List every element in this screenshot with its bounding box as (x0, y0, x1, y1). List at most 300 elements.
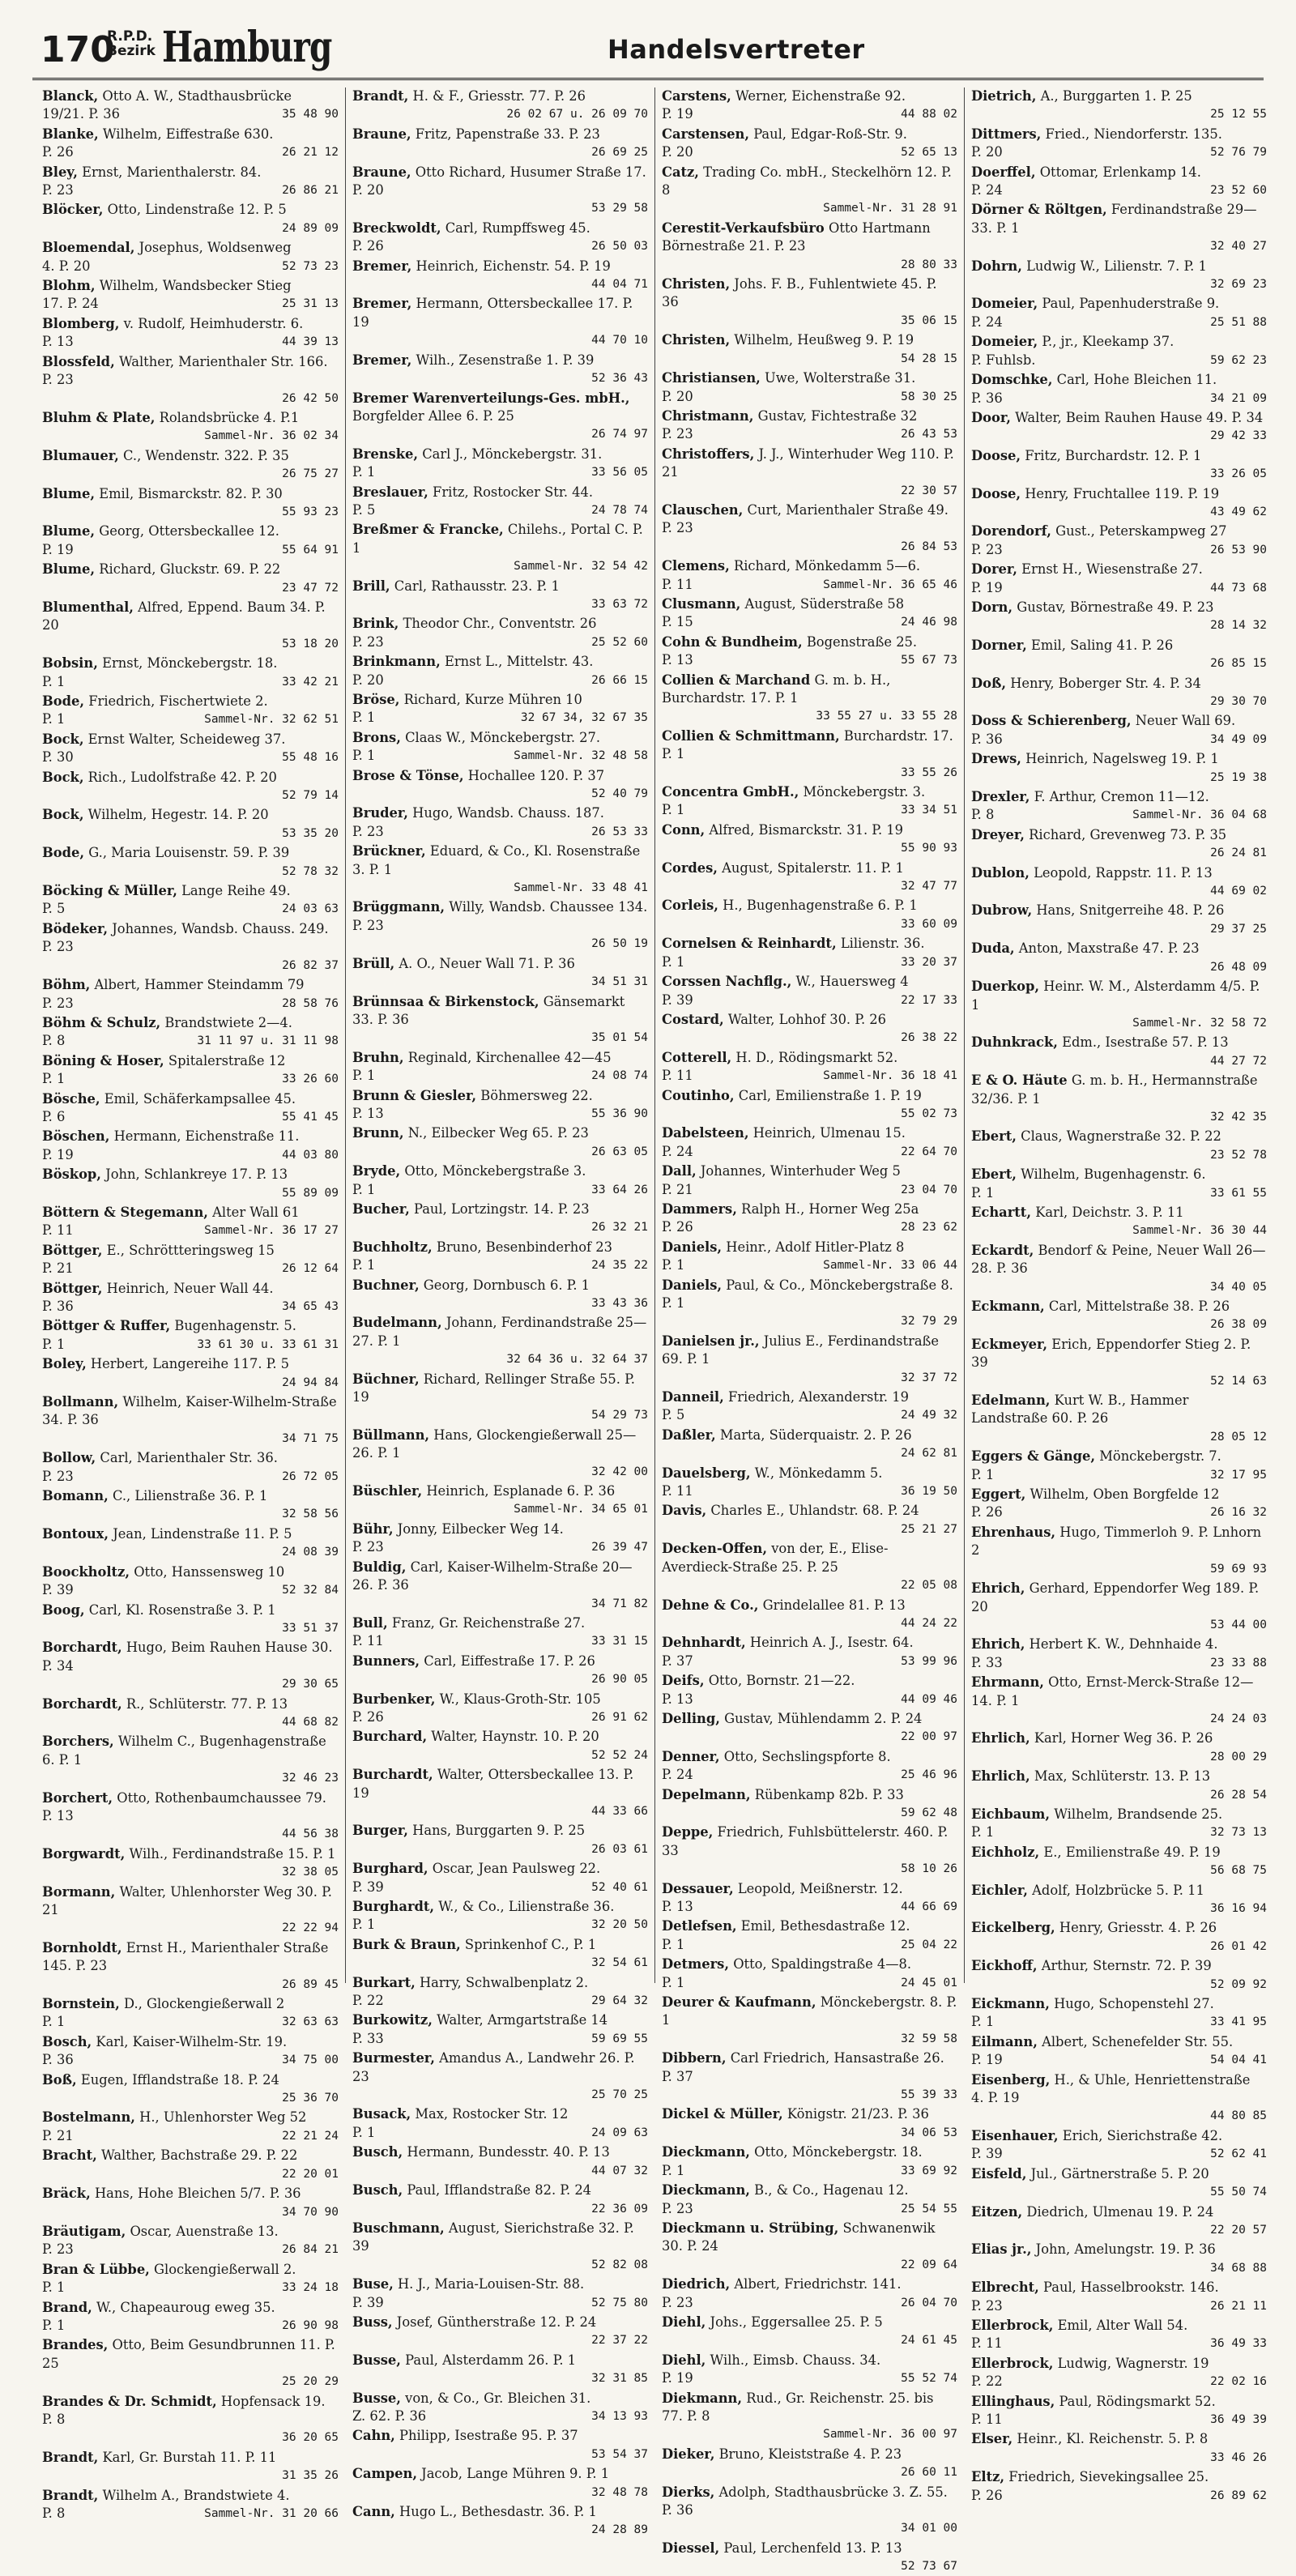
entry-main-line (352, 1162, 648, 1180)
entry-postal: P. 36 (971, 731, 1003, 747)
entry-main-line (42, 2223, 339, 2241)
entry-main-line (971, 258, 1267, 275)
entry-address: Bruno, Besenbinderhof 23 (436, 1239, 612, 1255)
entry-name: Brandes & Dr. Schmidt, (42, 2393, 217, 2409)
directory-entry (971, 2430, 1267, 2467)
entry-phone: 34 71 82 (591, 1597, 648, 1610)
directory-entry (971, 447, 1267, 484)
entry-main-line (42, 1166, 339, 1184)
entry-detail-line (662, 576, 957, 594)
entry-main-line (42, 447, 339, 465)
entry-main-line (662, 2181, 957, 2199)
entry-address: Böhmersweg 22. (480, 1087, 593, 1103)
entry-address: Albert, Friedrichstr. 141. (734, 2276, 902, 2292)
directory-entry (42, 1014, 339, 1051)
entry-main-line (42, 1204, 339, 1222)
entry-phone: 24 78 74 (591, 503, 648, 517)
entry-name: Dammers, (662, 1201, 737, 1217)
entry-postal: P. 19 (971, 2052, 1003, 2068)
entry-address: Otto, Rothenbaumchaussee 79. P. 13 (42, 1789, 326, 1823)
entry-main-line (352, 2105, 648, 2123)
entry-detail-line (662, 2162, 957, 2180)
entry-main-line (971, 1768, 1267, 1785)
entry-address: Bruno, Kleiststraße 4. P. 23 (718, 2446, 902, 2462)
entry-main-line (971, 2165, 1267, 2183)
entry-address: Gust., Peterskampweg 27 (1055, 523, 1227, 540)
entry-detail-line (42, 1146, 339, 1164)
directory-entry (662, 1502, 957, 1538)
entry-detail-line (352, 1840, 648, 1858)
entry-name: Brill, (352, 578, 390, 594)
entry-detail-line (971, 1428, 1267, 1446)
entry-address: Leopold, Meißnerstr. 12. (737, 1880, 903, 1896)
entry-postal: P. 23 (971, 2297, 1003, 2314)
entry-address: Friedrich, Alexanderstr. 19 (727, 1389, 910, 1405)
entry-phone: 26 03 61 (591, 1842, 648, 1856)
entry-detail-line (42, 957, 339, 975)
entry-postal: P. 6 (42, 1108, 66, 1124)
entry-main-line (352, 2220, 648, 2256)
entry-address: Burchardstr. 17. P. 1 (662, 727, 953, 762)
entry-main-line (662, 1162, 957, 1180)
directory-entry (42, 485, 339, 522)
directory-entry (42, 1883, 339, 1938)
entry-address: Hugo, Beim Rauhen Hause 30. P. 34 (42, 1640, 333, 1674)
entry-phone: 24 45 01 (901, 1976, 957, 1990)
entry-main-line (662, 727, 957, 764)
entry-main-line (971, 940, 1267, 957)
entry-address: Diedrich, Ulmenau 19. P. 24 (1026, 2203, 1214, 2220)
entry-address: Wilhelm, Bugenhagenstr. 6. (1021, 1166, 1206, 1183)
entry-main-line (662, 501, 957, 538)
entry-detail-line (42, 673, 339, 691)
entry-postal: P. 36 (971, 390, 1003, 406)
entry-main-line (352, 352, 648, 369)
entry-main-line (352, 2181, 648, 2199)
entry-detail-line (662, 839, 957, 857)
entry-name: Blanck, (42, 88, 99, 104)
entry-detail-line (971, 579, 1267, 597)
directory-entry (352, 1898, 648, 1934)
entry-phone: 22 36 09 (591, 2202, 648, 2216)
entry-address: John, Amelungstr. 19. P. 36 (1035, 2241, 1216, 2258)
directory-entry (42, 87, 339, 124)
entry-detail-line (971, 1823, 1267, 1841)
entry-address: Emil, Schäferkampsallee 45. (104, 1090, 296, 1107)
directory-entry (352, 220, 648, 256)
entry-name: Daßler, (662, 1427, 716, 1443)
directory-entry (662, 1388, 957, 1425)
entry-phone: Sammel-Nr. 36 65 46 (823, 578, 957, 591)
directory-entry (662, 935, 957, 971)
entry-phone: 26 48 09 (1210, 960, 1267, 974)
entry-main-line (42, 1995, 339, 2013)
entry-address: F. Arthur, Cremon 11—12. (1034, 789, 1209, 805)
entry-detail-line (352, 1632, 648, 1650)
entry-name: Burmester, (352, 2050, 435, 2066)
entry-name: Cordes, (662, 859, 718, 876)
entry-phone: 34 13 93 (591, 2409, 648, 2423)
entry-detail-line (662, 1444, 957, 1462)
entry-postal: P. 33 (352, 2030, 384, 2046)
entry-detail-line (352, 2086, 648, 2104)
entry-postal: P. 37 (662, 1653, 693, 1669)
entry-address: Uwe, Wolterstraße 31. (765, 370, 916, 386)
entry-name: Böskop, (42, 1166, 101, 1183)
entry-main-line (352, 1691, 648, 1708)
entry-postal: P. 11 (662, 1068, 693, 1084)
entry-name: Doerffel, (971, 164, 1036, 180)
entry-main-line (971, 2355, 1267, 2373)
directory-entry (42, 1601, 339, 1638)
entry-name: Duda, (971, 940, 1015, 957)
entry-detail-line (42, 863, 339, 881)
entry-detail-line (352, 1500, 648, 1518)
entry-postal: P. 1 (352, 710, 376, 726)
entry-phone: 23 52 60 (1210, 184, 1267, 198)
entry-address: Otto, Hanssensweg 10 (134, 1563, 285, 1580)
rpd-bezirk-label (107, 29, 156, 58)
entry-phone: 33 34 51 (901, 804, 957, 817)
entry-phone: 44 33 66 (591, 1804, 648, 1818)
entry-address: Bendorf & Peine, Neuer Wall 26—28. P. 36 (971, 1242, 1266, 1277)
entry-main-line (971, 2127, 1267, 2145)
entry-name: Boockholtz, (42, 1563, 130, 1580)
entry-postal: P. 1 (971, 2014, 995, 2030)
entry-address: W., Klaus-Groth-Str. 105 (439, 1691, 601, 1707)
entry-name: Corssen Nachflg., (662, 974, 792, 990)
entry-main-line (352, 2465, 648, 2483)
directory-entry (352, 2465, 648, 2501)
entry-address: Henry, Griesstr. 4. P. 26 (1059, 1920, 1217, 1936)
entry-phone: 52 75 80 (591, 2296, 648, 2309)
entry-name: Burbenker, (352, 1691, 436, 1707)
entry-address: Georg, Dornbusch 6. P. 1 (423, 1277, 590, 1293)
entry-detail-line (662, 1974, 957, 1992)
entry-main-line (662, 1917, 957, 1935)
entry-name: Dorendorf, (971, 523, 1051, 540)
entry-detail-line (42, 2127, 339, 2145)
entry-postal: P. 1 (352, 1068, 376, 1084)
entry-main-line (42, 731, 339, 748)
directory-entry (352, 804, 648, 841)
entry-main-line (662, 1087, 957, 1105)
entry-phone: 52 62 41 (1210, 2147, 1267, 2161)
entry-postal: P. 1 (971, 1184, 995, 1201)
entry-phone: 26 02 67 u. 26 09 70 (506, 108, 648, 122)
directory-entry (971, 1298, 1267, 1334)
directory-entry (662, 1786, 957, 1823)
entry-main-line (352, 390, 648, 426)
directory-entry (971, 826, 1267, 863)
entry-detail-line (971, 1222, 1267, 1239)
entry-phone: 26 66 15 (591, 673, 648, 687)
entry-main-line (42, 920, 339, 957)
entry-detail-line (42, 258, 339, 275)
entry-detail-line (662, 613, 957, 631)
entry-detail-line (42, 635, 339, 653)
entry-main-line (352, 126, 648, 143)
entry-main-line (352, 2503, 648, 2521)
entry-detail-line (971, 958, 1267, 976)
entry-main-line (42, 599, 339, 635)
entry-address: Bogenstraße 25. (806, 633, 918, 650)
directory-entry (42, 1449, 339, 1486)
entry-name: Busch, (352, 2144, 403, 2160)
entry-name: Clusmann, (662, 595, 741, 612)
entry-name: Budelmann, (352, 1315, 442, 1331)
directory-entry (42, 1242, 339, 1278)
entry-address: Glockengießerwall 2. (154, 2261, 296, 2277)
entry-main-line (662, 2143, 957, 2161)
entry-main-line (662, 1786, 957, 1804)
directory-entry (662, 220, 957, 274)
entry-main-line (662, 1465, 957, 1482)
entry-main-line (42, 769, 339, 787)
entry-name: Corleis, (662, 898, 718, 914)
directory-entry (352, 521, 648, 575)
entry-phone: 26 21 12 (282, 146, 339, 160)
entry-main-line (662, 1124, 957, 1142)
entry-detail-line (352, 2256, 648, 2274)
entry-main-line (971, 2071, 1267, 2108)
entry-name: Dibbern, (662, 2050, 727, 2066)
entry-detail-line (352, 823, 648, 841)
directory-entry (971, 1636, 1267, 1672)
entry-phone: 34 65 43 (282, 1300, 339, 1313)
entry-phone: 36 49 39 (1210, 2412, 1267, 2426)
entry-main-line (971, 2033, 1267, 2051)
entry-name: Conn, (662, 821, 706, 838)
entry-main-line (662, 2484, 957, 2520)
entry-detail-line (42, 1260, 339, 1277)
entry-phone: 44 03 80 (282, 1148, 339, 1162)
directory-entry (352, 1860, 648, 1896)
entry-detail-line (662, 1614, 957, 1632)
entry-detail-line (42, 2317, 339, 2335)
entry-postal: P. 23 (971, 541, 1003, 557)
directory-entry (662, 672, 957, 726)
directory-entry (971, 1486, 1267, 1522)
entry-detail-line (662, 1105, 957, 1123)
entry-address: Emil, Alter Wall 54. (1057, 2317, 1188, 2333)
entry-phone: 55 93 23 (282, 505, 339, 518)
entry-name: Büschler, (352, 1483, 423, 1499)
entry-name: Brunn, (352, 1125, 404, 1141)
entry-postal: P. 5 (662, 1407, 685, 1423)
directory-entry (662, 1994, 957, 2048)
entry-detail-line (42, 1336, 339, 1354)
entry-address: Trading Co. mbH., Steckelhörn 12. P. 8 (662, 164, 952, 198)
entry-postal: P. 26 (971, 1504, 1003, 1520)
entry-address: Adolf, Holzbrücke 5. P. 11 (1032, 1882, 1204, 1898)
directory-entry (971, 864, 1267, 901)
entry-postal: P. 1 (42, 1336, 66, 1352)
entry-main-line (971, 2393, 1267, 2411)
entry-phone: 29 42 33 (1210, 429, 1267, 443)
page-header (32, 24, 1264, 80)
entry-address: Johannes, Winterhuder Weg 5 (700, 1163, 901, 1179)
entry-name: Decken-Offen, (662, 1541, 768, 1557)
directory-entry (42, 1563, 339, 1600)
directory-entry (42, 1487, 339, 1524)
entry-address: Wilhelm, Wandsbecker Stieg (99, 278, 292, 294)
directory-entry (971, 1768, 1267, 1804)
entry-address: Johs., Eggersallee 25. P. 5 (710, 2314, 883, 2330)
entry-name: Ebert, (971, 1166, 1017, 1183)
entry-phone: 32 17 95 (1210, 1468, 1267, 1482)
entry-address: Otto, Beim Gesundbrunnen 11. P. 25 (42, 2337, 335, 2371)
directory-entry (42, 561, 339, 597)
directory-entry (42, 769, 339, 805)
entry-name: Breßmer & Francke, (352, 522, 504, 538)
entry-address: Charles E., Uhlandstr. 68. P. 24 (710, 1503, 919, 1519)
entry-address: Heinrich, Nagelsweg 19. P. 1 (1025, 751, 1219, 767)
entry-name: Böschen, (42, 1128, 110, 1145)
entry-name: Deurer & Kaufmann, (662, 1994, 816, 2011)
entry-main-line (42, 882, 339, 900)
entry-detail-line (352, 1350, 648, 1368)
entry-phone: 26 39 47 (591, 1541, 648, 1555)
entry-name: Blume, (42, 523, 96, 540)
entry-address: Ernst Walter, Scheideweg 37. (87, 731, 286, 747)
entry-address: August, Spitalerstr. 11. P. 1 (722, 859, 904, 876)
entry-postal: P. 13 (662, 652, 693, 668)
entry-phone: 53 54 37 (591, 2447, 648, 2461)
entry-main-line (42, 2261, 339, 2279)
entry-phone: Sammel-Nr. 36 04 68 (1132, 808, 1267, 822)
entry-phone: 55 02 73 (901, 1107, 957, 1120)
entry-detail-line (971, 882, 1267, 900)
entry-detail-line (971, 1654, 1267, 1672)
entry-main-line (352, 1936, 648, 1954)
entry-address: Carl, Rumpffsweg 45. (445, 220, 590, 236)
entry-address: Schwanenwik 30. P. 24 (662, 2220, 936, 2254)
entry-name: Concentra GmbH., (662, 784, 799, 800)
directory-entry (42, 1166, 339, 1202)
entry-name: Dehne & Co., (662, 1597, 759, 1613)
entry-address: Heinr., Adolf Hitler-Platz 8 (726, 1239, 905, 1255)
entry-name: Buss, (352, 2314, 393, 2330)
entry-name: Bluhm & Plate, (42, 409, 156, 425)
entry-address: Otto, Bornstr. 21—22. (708, 1673, 855, 1689)
entry-name: Böttger & Ruffer, (42, 1318, 171, 1334)
entry-main-line (352, 1898, 648, 1916)
directory-entry (352, 1371, 648, 1425)
entry-name: Dieckmann, (662, 2144, 750, 2160)
entry-phone: 33 20 37 (901, 955, 957, 969)
rpd-label: R.P.D. (107, 28, 153, 45)
entry-name: Bock, (42, 769, 84, 785)
directory-entry (971, 1166, 1267, 1202)
directory-entry (42, 1789, 339, 1844)
entry-address: Richard, Gluckstr. 69. P. 22 (99, 561, 281, 578)
entry-name: Eisenhauer, (971, 2127, 1059, 2143)
entry-detail-line (42, 220, 339, 237)
entry-detail-line (662, 801, 957, 819)
entry-address: Hans, Snitgerreihe 48. P. 26 (1036, 902, 1225, 919)
entry-phone: 59 69 55 (591, 2032, 648, 2045)
entry-postal: P. 20 (662, 144, 693, 160)
entry-address: Otto, Lindenstraße 12. P. 5 (107, 202, 287, 218)
directory-entry (42, 277, 339, 313)
entry-name: Dieker, (662, 2446, 715, 2462)
entry-address: N., Eilbecker Weg 65. P. 23 (407, 1125, 589, 1141)
entry-phone: 26 90 05 (591, 1673, 648, 1687)
directory-entry (352, 993, 648, 1047)
directory-column (654, 87, 964, 2574)
entry-phone: 53 35 20 (282, 826, 339, 840)
entry-address: Max, Schlüterstr. 13. P. 13 (1034, 1768, 1211, 1785)
entry-address: Ernst H., Marienthaler Straße 145. P. 23 (42, 1939, 329, 1974)
entry-name: Brünnsaa & Birkenstock, (352, 993, 539, 1009)
entry-phone: 26 86 21 (282, 184, 339, 198)
entry-main-line (42, 2336, 339, 2373)
entry-phone: 25 31 13 (282, 297, 339, 311)
entry-phone: 32 67 34, 32 67 35 (520, 711, 648, 725)
entry-address: Paul, Alsterdamm 26. P. 1 (405, 2352, 577, 2368)
entry-detail-line (971, 1710, 1267, 1728)
entry-address: Wilhelm, Hegestr. 14. P. 20 (87, 807, 269, 823)
entry-name: Burk & Braun, (352, 1936, 461, 1952)
entry-phone: Sammel-Nr. 36 18 41 (823, 1069, 957, 1083)
entry-name: Dubrow, (971, 902, 1033, 919)
directory-entry (971, 2279, 1267, 2315)
entry-name: Dittmers, (971, 126, 1042, 142)
entry-address: Wilh., Ferdinandstraße 15. P. 1 (129, 1845, 336, 1862)
entry-main-line (42, 2487, 339, 2505)
entry-address: Karl, Gr. Burstah 11. P. 11 (102, 2449, 277, 2465)
directory-entry (352, 2220, 648, 2274)
entry-address: Lange Reihe 49. (181, 883, 291, 899)
entry-name: Door, (971, 409, 1011, 425)
entry-postal: P. 1 (352, 464, 376, 480)
entry-address: Edm., Isestraße 57. P. 13 (1062, 1034, 1229, 1051)
entry-phone: 26 69 25 (591, 146, 648, 160)
entry-detail-line (42, 787, 339, 804)
directory-entry (662, 2220, 957, 2274)
entry-address: Werner, Eichenstraße 92. (735, 88, 906, 104)
directory-entry (42, 2393, 339, 2447)
city-title: Hamburg (162, 23, 332, 72)
entry-main-line (971, 522, 1267, 540)
entry-address: Hugo L., Bethesdastr. 36. P. 1 (399, 2504, 597, 2519)
entry-main-line (662, 557, 957, 575)
entry-address: Carl, Mittelstraße 38. P. 26 (1048, 1299, 1230, 1314)
entry-postal: P. 1 (662, 1936, 685, 1952)
entry-main-line (971, 712, 1267, 730)
entry-main-line (662, 331, 957, 349)
entry-phone: Sammel-Nr. 33 48 41 (514, 881, 648, 895)
entry-phone: 26 75 27 (282, 467, 339, 481)
entry-name: Bruhn, (352, 1049, 404, 1065)
entry-name: Ehrich, (971, 1580, 1025, 1597)
directory-entry (662, 1748, 957, 1785)
entry-postal: P. 1 (352, 1257, 376, 1273)
entry-postal: 19/21. P. 36 (42, 106, 120, 122)
directory-entry (42, 1317, 339, 1354)
entry-main-line (352, 258, 648, 275)
entry-address: Kurt W. B., Hammer Landstraße 60. P. 26 (971, 1392, 1189, 1427)
entry-phone: 26 50 19 (591, 937, 648, 951)
entry-main-line (662, 783, 957, 801)
entry-name: Böttern & Stegemann, (42, 1204, 208, 1220)
entry-detail-line (662, 2519, 957, 2537)
entry-address: Fritz, Papenstraße 33. P. 23 (415, 126, 600, 142)
entry-postal: P. 23 (42, 1468, 74, 1484)
entry-address: Oscar, Auenstraße 13. (130, 2223, 279, 2239)
entry-name: Clemens, (662, 558, 730, 574)
